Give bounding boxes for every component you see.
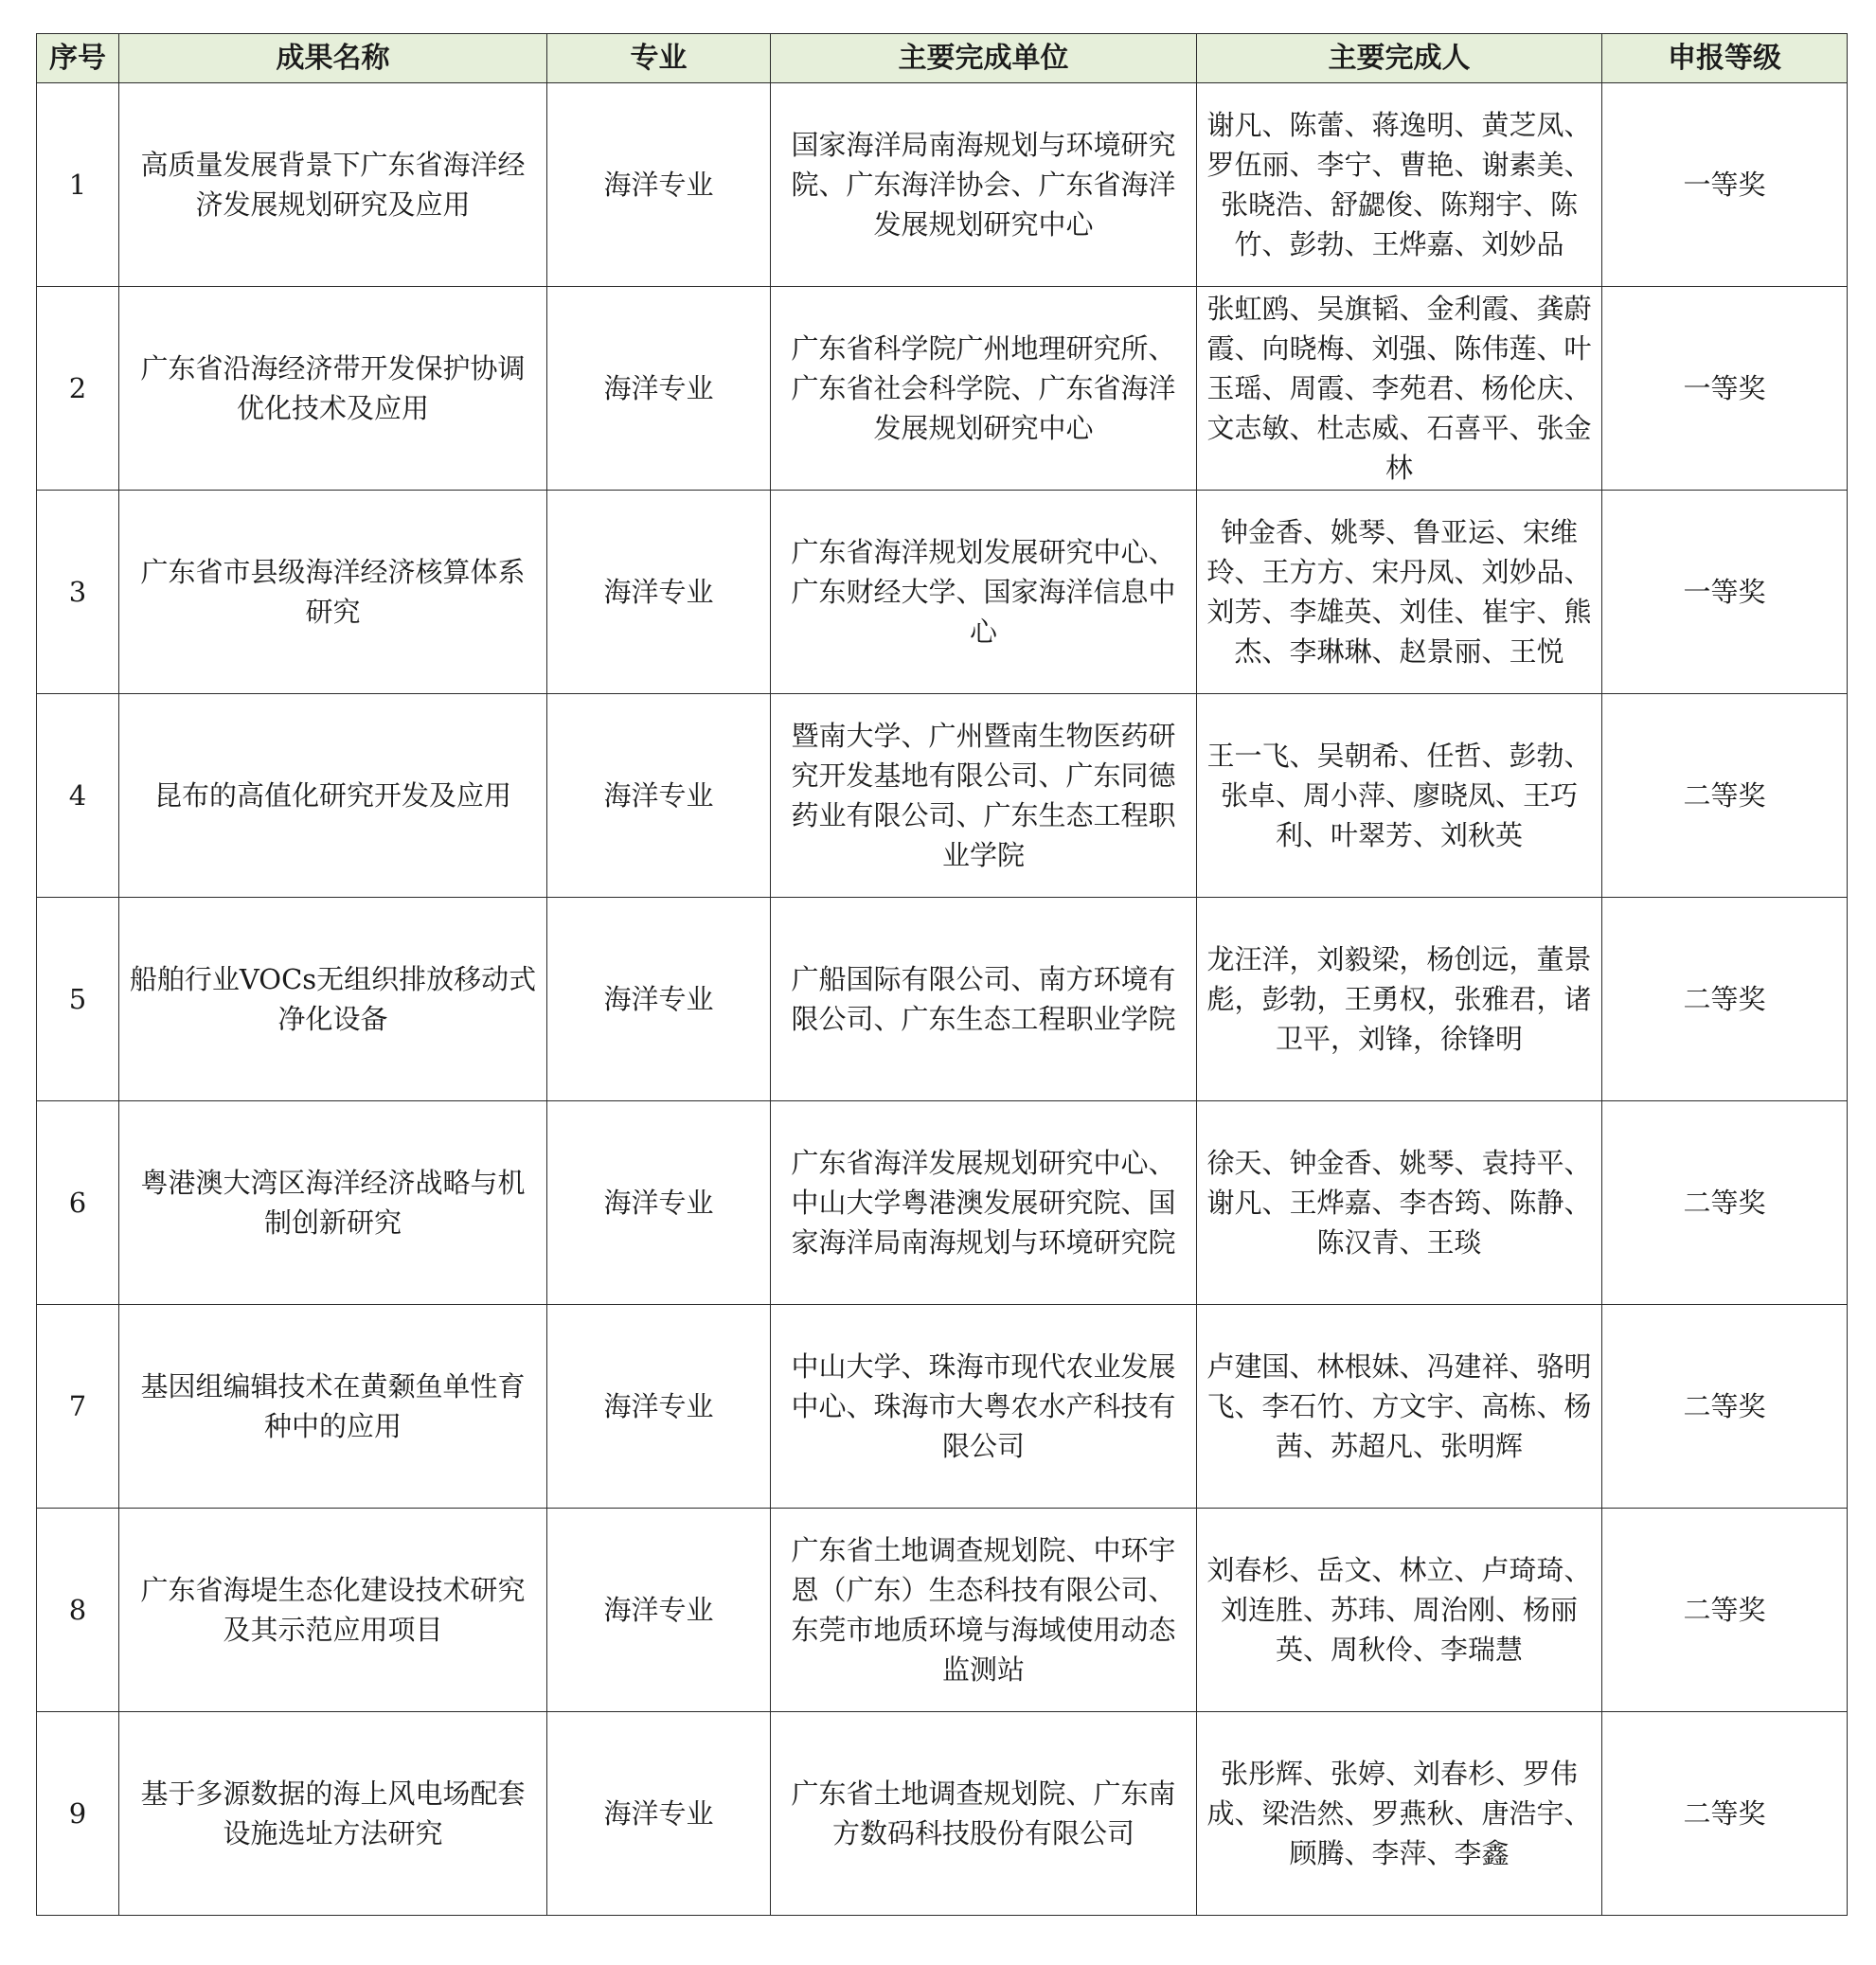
cell-people: 卢建国、林根妹、冯建祥、骆明飞、李石竹、方文宇、高栋、杨茜、苏超凡、张明辉: [1197, 1305, 1602, 1509]
table-row: [37, 1305, 1848, 1509]
cell-level: 一等奖: [1602, 491, 1848, 694]
header-unit: 主要完成单位: [771, 34, 1197, 83]
header-level: 申报等级: [1602, 34, 1848, 83]
table-header: [37, 34, 1848, 83]
header-row: [37, 34, 1848, 83]
table-row: [37, 491, 1848, 694]
table-row: [37, 694, 1848, 898]
cell-people: 刘春杉、岳文、林立、卢琦琦、刘连胜、苏玮、周治刚、杨丽英、周秋伶、李瑞慧: [1197, 1509, 1602, 1712]
table-row: [37, 898, 1848, 1101]
cell-major: 海洋专业: [547, 1712, 771, 1916]
cell-major: 海洋专业: [547, 1509, 771, 1712]
cell-level: 二等奖: [1602, 694, 1848, 898]
header-people: 主要完成人: [1197, 34, 1602, 83]
cell-name: 基因组编辑技术在黄颡鱼单性育种中的应用: [119, 1305, 547, 1509]
cell-no: 1: [37, 83, 119, 287]
cell-major: 海洋专业: [547, 1101, 771, 1305]
cell-name: 广东省沿海经济带开发保护协调优化技术及应用: [119, 287, 547, 491]
cell-people: 钟金香、姚琴、鲁亚运、宋维玲、王方方、宋丹凤、刘妙品、刘芳、李雄英、刘佳、崔宇、熊杰、李琳琳、赵景丽、王悦: [1197, 491, 1602, 694]
cell-major: 海洋专业: [547, 898, 771, 1101]
table-row: [37, 287, 1848, 491]
cell-name: 基于多源数据的海上风电场配套设施选址方法研究: [119, 1712, 547, 1916]
cell-level: 二等奖: [1602, 1305, 1848, 1509]
table-body: [37, 83, 1848, 1916]
cell-major: 海洋专业: [547, 1305, 771, 1509]
cell-level: 二等奖: [1602, 1101, 1848, 1305]
cell-no: 2: [37, 287, 119, 491]
cell-name: 高质量发展背景下广东省海洋经济发展规划研究及应用: [119, 83, 547, 287]
cell-name: 广东省海堤生态化建设技术研究及其示范应用项目: [119, 1509, 547, 1712]
cell-no: 8: [37, 1509, 119, 1712]
table-row: [37, 83, 1848, 287]
cell-major: 海洋专业: [547, 491, 771, 694]
cell-unit: 广东省土地调查规划院、广东南方数码科技股份有限公司: [771, 1712, 1197, 1916]
cell-people: 龙汪洋，刘毅梁，杨创远，董景彪，彭勃，王勇权，张雅君，诸卫平，刘锋，徐锋明: [1197, 898, 1602, 1101]
cell-people: 谢凡、陈蕾、蒋逸明、黄芝凤、罗伍丽、李宁、曹艳、谢素美、张晓浩、舒勰俊、陈翔宇、陈竹、彭勃、王烨嘉、刘妙品: [1197, 83, 1602, 287]
cell-unit: 国家海洋局南海规划与环境研究院、广东海洋协会、广东省海洋发展规划研究中心: [771, 83, 1197, 287]
cell-unit: 广东省科学院广州地理研究所、广东省社会科学院、广东省海洋发展规划研究中心: [771, 287, 1197, 491]
cell-no: 4: [37, 694, 119, 898]
cell-unit: 中山大学、珠海市现代农业发展中心、珠海市大粤农水产科技有限公司: [771, 1305, 1197, 1509]
cell-major: 海洋专业: [547, 83, 771, 287]
table-row: [37, 1509, 1848, 1712]
cell-no: 7: [37, 1305, 119, 1509]
cell-unit: 广船国际有限公司、南方环境有限公司、广东生态工程职业学院: [771, 898, 1197, 1101]
table-row: [37, 1101, 1848, 1305]
cell-level: 二等奖: [1602, 898, 1848, 1101]
header-no: 序号: [37, 34, 119, 83]
cell-people: 王一飞、吴朝希、任哲、彭勃、张卓、周小萍、廖晓凤、王巧利、叶翠芳、刘秋英: [1197, 694, 1602, 898]
cell-no: 6: [37, 1101, 119, 1305]
cell-level: 一等奖: [1602, 287, 1848, 491]
cell-name: 广东省市县级海洋经济核算体系研究: [119, 491, 547, 694]
cell-people: 徐天、钟金香、姚琴、袁持平、谢凡、王烨嘉、李杏筠、陈静、陈汉青、王琰: [1197, 1101, 1602, 1305]
cell-no: 9: [37, 1712, 119, 1916]
table-row: [37, 1712, 1848, 1916]
cell-unit: 暨南大学、广州暨南生物医药研究开发基地有限公司、广东同德药业有限公司、广东生态工程职业学院: [771, 694, 1197, 898]
header-major: 专业: [547, 34, 771, 83]
cell-major: 海洋专业: [547, 694, 771, 898]
awards-sheet: [36, 33, 1847, 1916]
cell-name: 粤港澳大湾区海洋经济战略与机制创新研究: [119, 1101, 547, 1305]
header-name: 成果名称: [119, 34, 547, 83]
cell-no: 3: [37, 491, 119, 694]
cell-no: 5: [37, 898, 119, 1101]
cell-unit: 广东省海洋发展规划研究中心、中山大学粤港澳发展研究院、国家海洋局南海规划与环境研究院: [771, 1101, 1197, 1305]
cell-major: 海洋专业: [547, 287, 771, 491]
cell-level: 二等奖: [1602, 1712, 1848, 1916]
cell-level: 一等奖: [1602, 83, 1848, 287]
cell-level: 二等奖: [1602, 1509, 1848, 1712]
cell-people: 张彤辉、张婷、刘春杉、罗伟成、梁浩然、罗燕秋、唐浩宇、顾腾、李萍、李鑫: [1197, 1712, 1602, 1916]
cell-name: 船舶行业VOCs无组织排放移动式净化设备: [119, 898, 547, 1101]
cell-unit: 广东省土地调查规划院、中环宇恩（广东）生态科技有限公司、东莞市地质环境与海域使用动态监测站: [771, 1509, 1197, 1712]
cell-people: 张虹鸥、吴旗韬、金利霞、龚蔚霞、向晓梅、刘强、陈伟莲、叶玉瑶、周霞、李苑君、杨伦庆、文志敏、杜志威、石喜平、张金林: [1197, 287, 1602, 491]
awards-table: [36, 33, 1848, 1916]
cell-unit: 广东省海洋规划发展研究中心、广东财经大学、国家海洋信息中心: [771, 491, 1197, 694]
cell-name: 昆布的高值化研究开发及应用: [119, 694, 547, 898]
